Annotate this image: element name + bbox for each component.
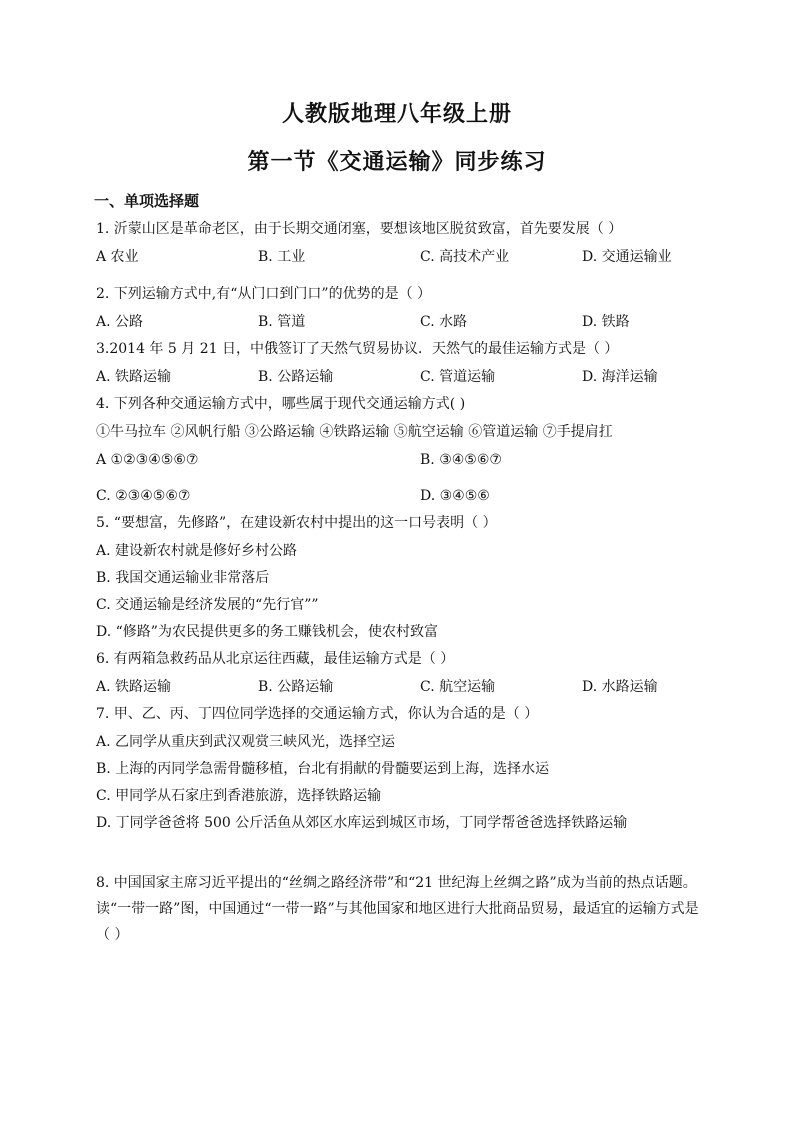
question-3-option-b: B. 公路运输: [258, 369, 334, 385]
document-title: 人教版地理八年级上册: [281, 101, 512, 127]
question-2-stem: 2. 下列运输方式中,有“从门口到门口”的优势的是（ ）: [96, 286, 432, 302]
question-6-option-d: D. 水路运输: [582, 679, 658, 695]
question-3-option-a: A. 铁路运输: [96, 369, 172, 385]
question-1-option-d: D. 交通运输业: [582, 249, 672, 265]
question-3-option-d: D. 海洋运输: [582, 369, 658, 385]
question-5-option-b: B. 我国交通运输业非常落后: [96, 570, 270, 586]
question-4-option-d: D. ③④⑤⑥: [420, 488, 490, 504]
question-7-option-b: B. 上海的丙同学急需骨髓移植，台北有捐献的骨髓要运到上海，选择水运: [96, 761, 550, 777]
question-2-option-c: C. 水路: [420, 314, 468, 330]
question-3-option-c: C. 管道运输: [420, 369, 496, 385]
question-4-option-b: B. ③④⑤⑥⑦: [420, 452, 502, 468]
question-5-stem: 5. “要想富，先修路”，在建设新农村中提出的这一口号表明（ ）: [96, 515, 497, 531]
question-7-option-a: A. 乙同学从重庆到武汉观赏三峡风光，选择空运: [96, 734, 396, 750]
question-6-stem: 6. 有两箱急救药品从北京运往西藏，最佳运输方式是（ ）: [96, 651, 455, 667]
question-1-option-c: C. 高技术产业: [420, 249, 510, 265]
question-2-option-d: D. 铁路: [582, 314, 630, 330]
question-2-option-a: A. 公路: [96, 314, 144, 330]
question-4-option-c: C. ②③④⑤⑥⑦: [96, 488, 191, 504]
question-7-stem: 7. 甲、乙、丙、丁四位同学选择的交通运输方式，你认为合适的是（ ）: [96, 706, 539, 722]
question-7-option-c: C. 甲同学从石家庄到香港旅游，选择铁路运输: [96, 788, 382, 804]
question-7-option-d: D. 丁同学爸爸将 500 公斤活鱼从郊区水库运到城区市场，丁同学帮爸爸选择铁路运输: [96, 815, 628, 831]
question-2-option-b: B. 管道: [258, 314, 306, 330]
question-1-stem: 1. 沂蒙山区是革命老区，由于长期交通闭塞，要想该地区脱贫致富，首先要发展（ ）: [96, 221, 623, 237]
document-subtitle: 第一节《交通运输》同步练习: [247, 149, 547, 175]
question-4-items: ①牛马拉车 ②风帆行船 ③公路运输 ④铁路运输 ⑤航空运输 ⑥管道运输 ⑦手提肩扛: [96, 424, 613, 440]
question-1-option-b: B. 工业: [258, 249, 306, 265]
question-5-option-a: A. 建设新农村就是修好乡村公路: [96, 543, 298, 559]
question-4-stem: 4. 下列各种交通运输方式中，哪些属于现代交通运输方式( ): [96, 396, 466, 412]
question-5-option-c: C. 交通运输是经济发展的“先行官””: [96, 597, 319, 613]
question-4-option-a: A ①②③④⑤⑥⑦: [96, 452, 199, 468]
question-1-option-a: A 农业: [96, 249, 139, 265]
question-5-option-d: D. “修路”为农民提供更多的务工赚钱机会，使农村致富: [96, 624, 438, 640]
section-heading: 一、单项选择题: [94, 192, 200, 210]
question-6-option-c: C. 航空运输: [420, 679, 496, 695]
question-6-option-a: A. 铁路运输: [96, 679, 172, 695]
question-3-stem: 3.2014 年 5 月 21 日，中俄签订了天然气贸易协议．天然气的最佳运输方式是（ ）: [96, 341, 619, 357]
question-6-option-b: B. 公路运输: [258, 679, 334, 695]
question-8-stem: 8. 中国国家主席习近平提出的“丝绸之路经济带”和“21 世纪海上丝绸之路”成为当前的热点话题。读“一带一路”图，中国通过“一带一路”与其他国家和地区进行大批商品贸易，最适宜的运输方式是（ ）: [96, 875, 699, 943]
